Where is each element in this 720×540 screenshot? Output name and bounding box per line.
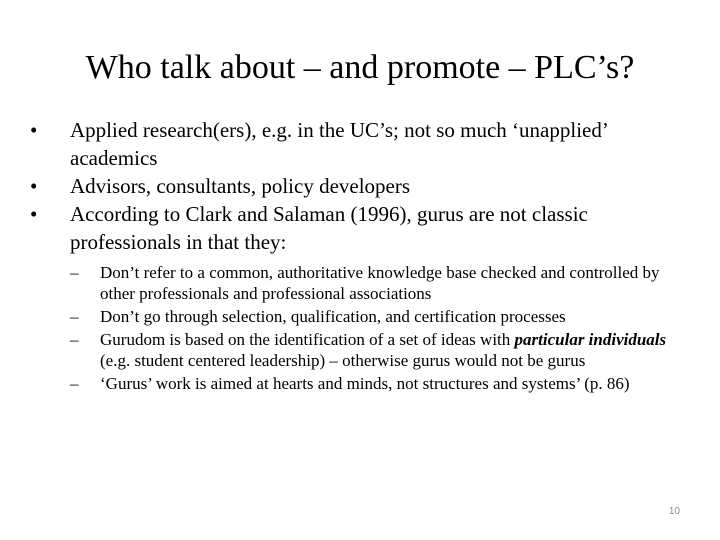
page-number: 10 <box>668 506 680 517</box>
sub-bullet-marker: – <box>70 374 79 393</box>
bullet-item <box>30 200 690 256</box>
sub-bullet-item <box>30 329 690 371</box>
sub-bullet-text-before: Gurudom is based on the identification of a set of ideas with <box>100 330 515 349</box>
bullet-text: Advisors, consultants, policy developers <box>70 174 411 198</box>
sub-bullet-text: Don’t go through selection, qualification, and certification processes <box>100 307 566 326</box>
slide-title: Who talk about – and promote – PLC’s? <box>85 49 635 86</box>
emphasis-text: particular individuals <box>514 330 667 349</box>
bullet-marker: • <box>30 202 38 226</box>
sub-bullet-marker: – <box>70 263 79 282</box>
bullet-item <box>30 116 690 172</box>
sub-bullet-marker: – <box>70 330 79 349</box>
bullet-text: Applied research(ers), e.g. in the UC’s; not so much ‘unapplied’ academics <box>70 118 608 170</box>
sub-bullet-item <box>30 373 690 394</box>
sub-bullet-text: Don’t refer to a common, authoritative knowledge base checked and controlled by other professionals and professional associations <box>100 263 660 303</box>
sub-bullet-text: ‘Gurus’ work is aimed at hearts and minds, not structures and systems’ (p. 86) <box>100 374 630 393</box>
sub-bullet-item <box>30 306 690 327</box>
sub-bullet-list <box>30 262 690 394</box>
bullet-marker: • <box>30 174 38 198</box>
slide-body <box>30 116 690 396</box>
sub-bullet-marker: – <box>70 307 79 326</box>
bullet-marker: • <box>30 118 38 142</box>
bullet-item <box>30 172 690 200</box>
sub-bullet-item <box>30 262 690 304</box>
sub-bullet-text-after: (e.g. student centered leadership) – otherwise gurus would not be gurus <box>100 351 586 370</box>
bullet-text: According to Clark and Salaman (1996), gurus are not classic professionals in that they: <box>70 202 588 254</box>
